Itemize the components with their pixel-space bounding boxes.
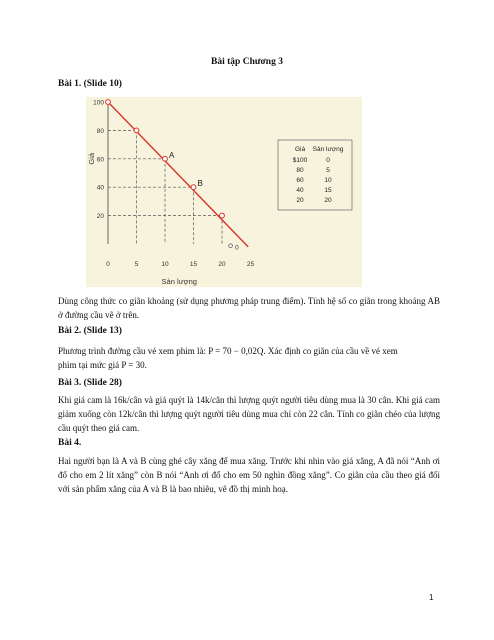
table-cell: 40 bbox=[296, 187, 304, 194]
y-tick-label: 40 bbox=[96, 184, 104, 192]
y-tick-label: 100 bbox=[93, 99, 104, 107]
x-tick-label: 5 bbox=[134, 261, 139, 268]
table-cell: 80 bbox=[296, 167, 304, 174]
table-cell: 20 bbox=[324, 197, 332, 204]
table-cell: $100 bbox=[292, 157, 308, 164]
table-cell: 15 bbox=[324, 187, 332, 194]
x-tick-label: 10 bbox=[161, 261, 169, 268]
document-title: Bài tập Chương 3 bbox=[211, 57, 283, 67]
table-cell: 60 bbox=[296, 177, 304, 184]
data-point bbox=[163, 156, 168, 161]
table-cell: 5 bbox=[326, 167, 330, 174]
y-axis-label: Giá bbox=[87, 152, 96, 165]
y-tick-label: 60 bbox=[96, 156, 104, 164]
exercise-2-line-1: Phương trình đường cầu vé xem phim là: P = 70 − 0,02Q. Xác định co giãn của cầu về vé xem bbox=[58, 346, 398, 356]
demand-curve-chart bbox=[86, 97, 362, 287]
demand-line bbox=[108, 102, 248, 247]
end-point bbox=[229, 244, 233, 248]
y-tick-label: 80 bbox=[96, 127, 104, 135]
exercise-3-heading: Bài 3. (Slide 28) bbox=[58, 378, 122, 388]
point-label-a: A bbox=[169, 150, 175, 160]
x-tick-label: 25 bbox=[246, 261, 255, 268]
table-cell: 0 bbox=[326, 157, 330, 164]
table-cell: 10 bbox=[324, 177, 332, 184]
table-header: Sản lượng bbox=[312, 146, 344, 153]
exercise-4-heading: Bài 4. bbox=[58, 438, 82, 448]
exercise-3-text: Khi giá cam là 16k/cân và giá quýt là 14k/cân thì lượng quýt người tiêu dùng mua là 30 cân. Khi giá cam giảm xuống còn 12k/cân thì lượng quýt người tiêu dùng mua chỉ còn 22 cân. Tính co giãn chéo của lượng cầu quýt theo giá cam. bbox=[58, 395, 440, 433]
demand-curve-figure bbox=[86, 97, 362, 287]
x-tick-label: 20 bbox=[218, 261, 226, 268]
exercise-1-heading: Bài 1. (Slide 10) bbox=[58, 79, 122, 89]
data-point bbox=[191, 185, 196, 190]
table-header: Giá bbox=[294, 146, 306, 153]
exercise-2-line-2: phim tại mức giá P = 30. bbox=[58, 360, 147, 370]
data-point bbox=[106, 100, 111, 105]
data-point bbox=[220, 213, 225, 218]
y-tick-label: 20 bbox=[96, 213, 104, 221]
exercise-2-heading: Bài 2. (Slide 13) bbox=[58, 326, 122, 336]
end-label: 0 bbox=[235, 244, 239, 252]
exercise-1-text: Dùng công thức co giãn khoảng (sử dụng phương pháp trung điểm). Tính hệ số co giãn trong khoảng AB ở đường cầu vẽ ở trên. bbox=[58, 296, 440, 320]
table-cell: 20 bbox=[296, 197, 304, 204]
x-axis-label: Sản lượng bbox=[161, 277, 197, 286]
point-label-b: B bbox=[197, 179, 203, 189]
page-number: 1 bbox=[429, 593, 434, 602]
x-tick-label: 15 bbox=[189, 261, 198, 268]
data-point bbox=[134, 128, 139, 133]
exercise-4-text: Hai người bạn là A và B cùng ghé cây xăng để mua xăng. Trước khi nhìn vào giá xăng, A đã nói “Anh ơi đổ cho em 2 lít xăng” còn B nói “Anh ơi đổ cho em 50 nghìn đồng xăng”. Co giãn của cầu theo giá đối với sản phẩm xăng của A và B là bao nhiêu, vẽ đồ thị minh hoạ. bbox=[58, 456, 440, 494]
exercise-2-text bbox=[58, 344, 440, 372]
x-tick-label: 0 bbox=[106, 261, 110, 268]
